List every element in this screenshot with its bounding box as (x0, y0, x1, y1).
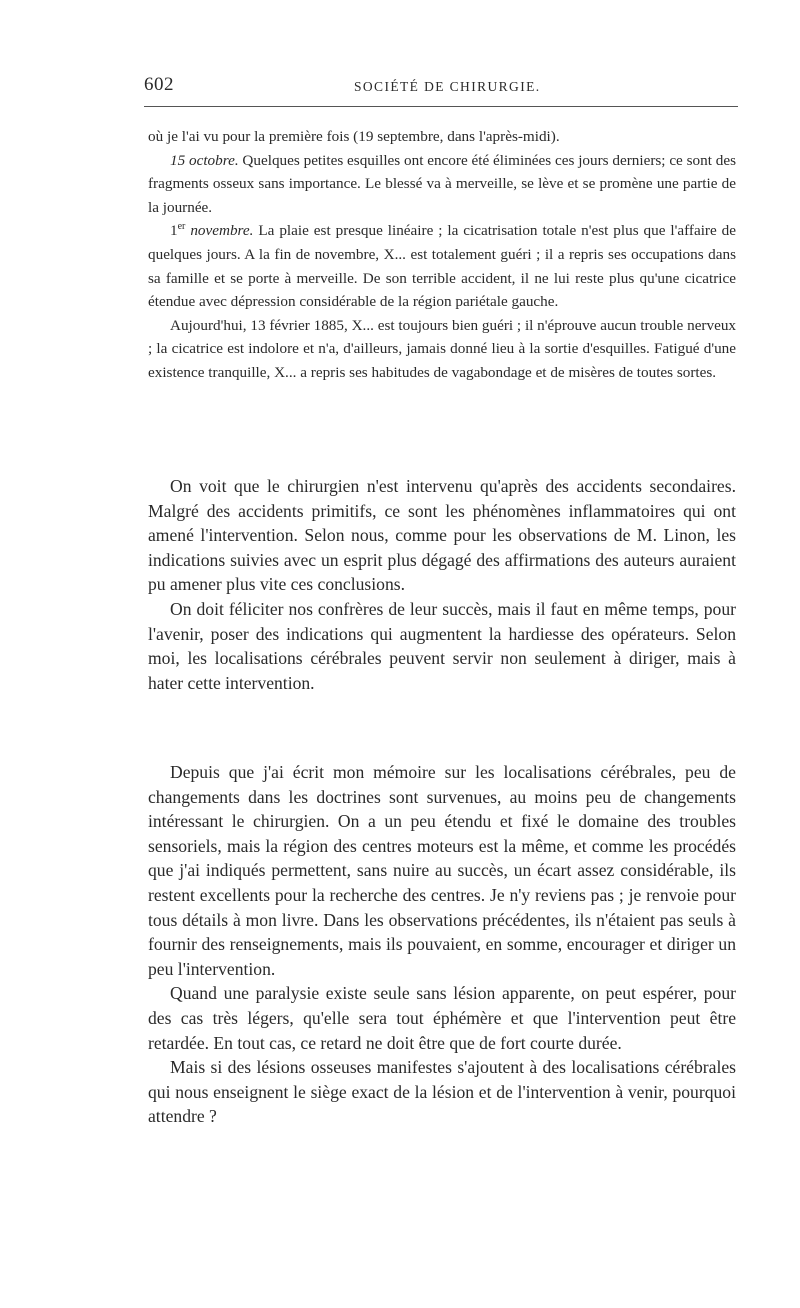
paragraph-text: Quelques petites esquilles ont encore été éliminées ces jours derniers; ce sont des fragments osseux sans importance. Le blessé va à merveille, se lève et se promène une partie de la journée. (148, 151, 736, 216)
observation-line: où je l'ai vu pour la première fois (19 septembre, dans l'après-midi). (148, 128, 560, 145)
page-header (144, 74, 736, 98)
observation-text (148, 125, 736, 385)
paragraph-text: La plaie est presque linéaire ; la cicatrisation totale n'est plus que l'affaire de quelques jours. A la fin de novembre, X... est totalement guéri ; il a repris ses occupations dans sa famille et se porte à merveille. De son terrible accident, il ne lui reste plus qu'une cicatrice étendue avec dépression considérable de la région pariétale gauche. (148, 222, 736, 311)
discussion-text (148, 474, 736, 695)
observation-paragraph (148, 219, 736, 313)
header-rule (144, 106, 738, 107)
observation-paragraph: Aujourd'hui, 13 février 1885, X... est toujours bien guéri ; il n'éprouve aucun trouble nerveux ; la cicatrice est indolore et n'a, d'ailleurs, jamais donné lieu à la sortie d'esquilles. Fatigué d'une existence tranquille, X... a repris ses habitudes de vagabondage et de misères de toutes sortes. (148, 316, 737, 381)
conclusion-paragraph: Depuis que j'ai écrit mon mémoire sur les localisations cérébrales, peu de changements dans les doctrines sont survenues, au moins peu de changements intéressant le chirurgien. On a un peu étendu et fixé le domaine des troubles sensoriels, mais la région des centres moteurs est la même, et comme les procédés que j'ai indiqués permettent, sans nuire au succès, un écart assez considérable, ils restent excellents pour la recherche des centres. Je n'y reviens pas ; je renvoie pour tous détails à mon livre. Dans les observations précédentes, ils n'étaient pas seuls à fournir des renseignements, mais ils pouvaient, en somme, encourager et diriger un peu l'intervention. (148, 762, 736, 979)
conclusion-paragraph: Mais si des lésions osseuses manifestes s'ajoutent à des localisations cérébrales qui nous enseignent le siège exact de la lésion et de l'intervention à venir, pourquoi attendre ? (148, 1057, 736, 1127)
conclusion-text (148, 760, 736, 1129)
running-title: SOCIÉTÉ DE CHIRURGIE. (354, 79, 541, 94)
observation-paragraph (148, 149, 736, 220)
date-label: 15 octobre. (170, 151, 239, 169)
date-superscript: er (177, 221, 186, 233)
conclusion-paragraph: Quand une paralysie existe seule sans lésion apparente, on peut espérer, pour des cas très légers, qu'elle sera tout éphémère et que l'intervention peut être retardée. En tout cas, ce retard ne doit être que de fort courte durée. (148, 983, 736, 1053)
page-number: 602 (144, 74, 174, 95)
discussion-paragraph: On doit féliciter nos confrères de leur succès, mais il faut en même temps, pour l'avenir, poser des indications qui augmentent la hardiesse des opérateurs. Selon moi, les localisations cérébrales peuvent servir non seulement à diriger, mais à hater cette intervention. (148, 598, 736, 693)
date-label: novembre. (185, 222, 254, 240)
date-number: 1 (170, 222, 178, 240)
discussion-paragraph: On voit que le chirurgien n'est intervenu qu'après des accidents secondaires. Malgré des accidents primitifs, ce sont les phénomènes inflammatoires qui ont amené l'intervention. Selon nous, comme pour les observations de M. Linon, les indications suivies avec un esprit plus dégagé des affirmations des auteurs auraient pu amener plus vite ces conclusions. (148, 476, 736, 595)
